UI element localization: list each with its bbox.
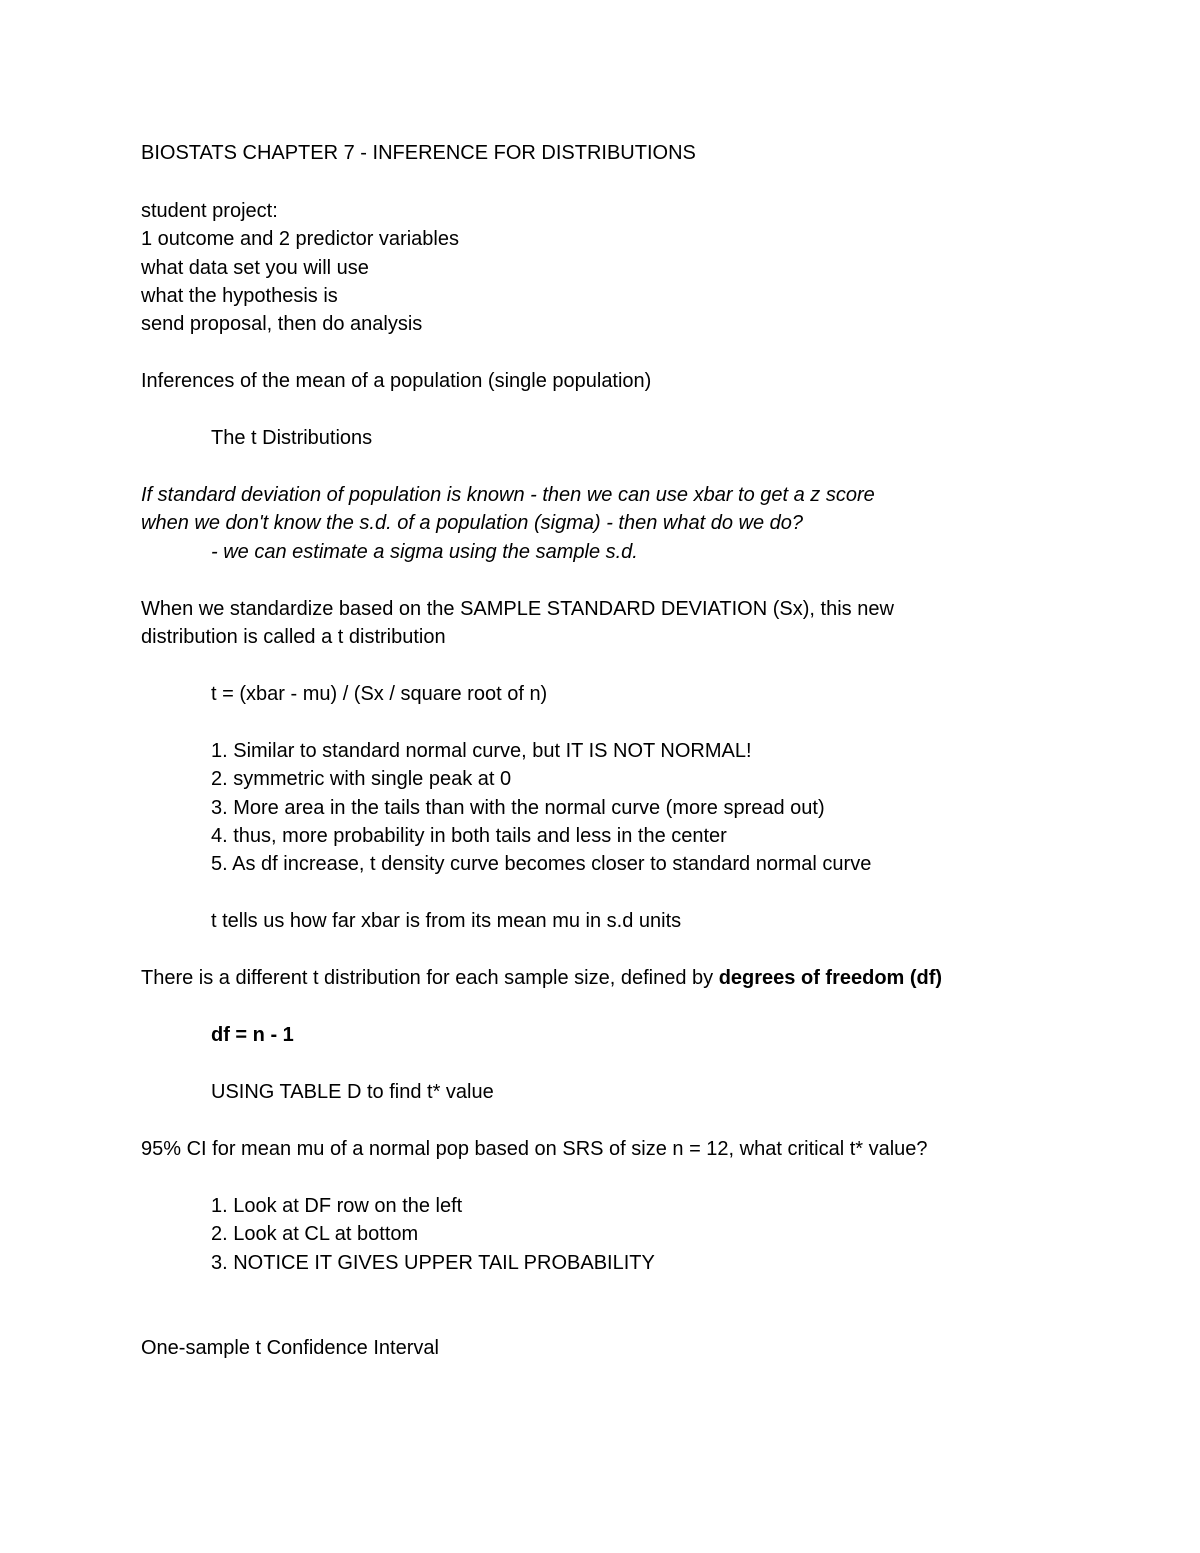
italic-note: when we don't know the s.d. of a population (sigma) - then what do we do? [141, 512, 803, 534]
document-title: BIOSTATS CHAPTER 7 - INFERENCE FOR DISTRIBUTIONS [141, 142, 696, 164]
one-sample-heading: One-sample t Confidence Interval [141, 1337, 439, 1359]
project-item: send proposal, then do analysis [141, 313, 423, 335]
t-formula: t = (xbar - mu) / (Sx / square root of n) [211, 683, 548, 705]
df-term: degrees of freedom (df) [718, 967, 943, 989]
standardize-paragraph-line: distribution is called a t distribution [141, 626, 446, 648]
step-item: 2. Look at CL at bottom [211, 1223, 419, 1245]
standardize-paragraph-line: When we standardize based on the SAMPLE STANDARD DEVIATION (Sx), this new [141, 598, 894, 620]
step-item: 3. NOTICE IT GIVES UPPER TAIL PROBABILITY [211, 1252, 655, 1274]
property-item: 5. As df increase, t density curve becomes closer to standard normal curve [211, 853, 872, 875]
t-meaning-line: t tells us how far xbar is from its mean mu in s.d units [211, 910, 682, 932]
property-item: 4. thus, more probability in both tails and less in the center [211, 825, 727, 847]
property-item: 2. symmetric with single peak at 0 [211, 768, 512, 790]
project-item: what data set you will use [141, 257, 369, 279]
table-d-heading: USING TABLE D to find t* value [211, 1081, 494, 1103]
section-heading-inferences: Inferences of the mean of a population (single population) [141, 370, 652, 392]
property-item: 1. Similar to standard normal curve, but IT IS NOT NORMAL! [211, 740, 752, 762]
project-item: 1 outcome and 2 predictor variables [141, 228, 459, 250]
project-item: what the hypothesis is [141, 285, 338, 307]
step-item: 1. Look at DF row on the left [211, 1195, 463, 1217]
df-sentence [141, 966, 942, 990]
subsection-heading-t-distributions: The t Distributions [211, 427, 373, 449]
project-heading: student project: [141, 200, 278, 222]
df-sentence-text: There is a different t distribution for each sample size, defined by [141, 967, 719, 989]
italic-note: If standard deviation of population is known - then we can use xbar to get a z score [141, 484, 875, 506]
df-formula: df = n - 1 [211, 1024, 294, 1046]
ci-question: 95% CI for mean mu of a normal pop based on SRS of size n = 12, what critical t* value? [141, 1138, 928, 1160]
property-item: 3. More area in the tails than with the normal curve (more spread out) [211, 797, 825, 819]
italic-note: - we can estimate a sigma using the sample s.d. [211, 541, 638, 563]
